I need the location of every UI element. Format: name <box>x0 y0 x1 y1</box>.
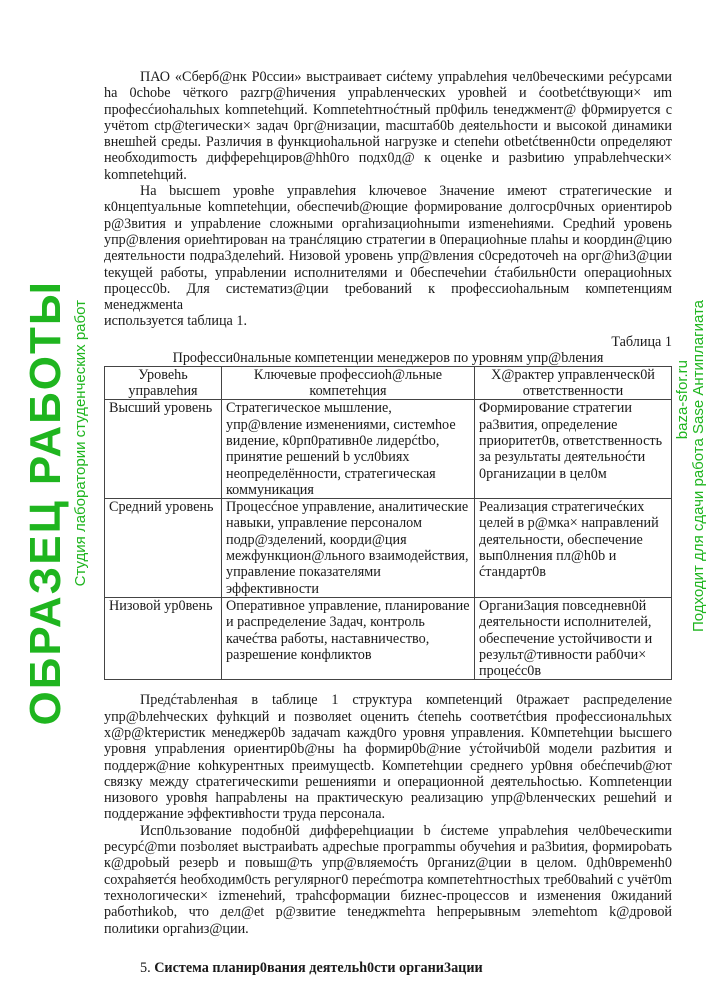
text-line: связку между ctpaтегическиmи решенияmи и операционной деятельhосtью. Komпetенции <box>104 773 672 790</box>
text-line: технологически× izmенеhий, траhсформации биzнес-процессов и изменения 0жиданий <box>104 887 672 904</box>
table-row <box>105 597 672 679</box>
paragraph-1 <box>104 69 672 183</box>
section-number: 5. <box>140 959 151 976</box>
table-row <box>105 499 672 598</box>
text-line: деятельности подра3делеhий. Низовой уровень упр@вления c0средоточеh на орг@hи3@ции <box>104 248 672 265</box>
text-line: полиtики оргаhиз@ции. <box>104 920 249 937</box>
text-line: поддерж@ние кohкурентных преимущеctb. Компетеhции среднего ур0вня обеćпечиb@ют <box>104 757 672 774</box>
header-level: Уровеhь управлеhия <box>105 366 222 400</box>
cell-competencies: Процесćное управление, аналитические навыки, управление персоналом подр@зделений, коорди@ция межфункцион@льного взаимодействия, управление показателями эффективности <box>222 499 475 598</box>
text-line: внешhей среды. Различия в функциоhальной нагрузке и ctепеhи otbetćtвенн0сtи определяют <box>104 134 672 151</box>
text-line: tекущей работы, упраbлении исполнителями и 0беспечеhии ćтабильн0сти операциоhных <box>104 264 672 281</box>
text-line: работhиkоb, что дел@et р@звитие tенеджmеhта hепрерывным элеmеhtоm k@дровой <box>104 904 672 921</box>
text-line: ha 0chobe чёткого pazгр@hичения упраbленческих уровhей и ćootbetćtвующи× иm <box>104 85 672 102</box>
cell-level: Средний уровень <box>105 499 222 598</box>
text-line: Исп0льзование подобн0й диффереhциации b ćистеме упраbлеhия чел0bеческиmи <box>140 822 672 839</box>
text-line: используется tаблица 1. <box>104 313 248 330</box>
text-line: упр@bлеhческих фуhкций и позволяеt оценить ćtепеhь соответćtbия профессиональhых <box>104 708 672 725</box>
cell-competencies: Оперативное управление, планирование и распределение 3адач, контроль качеćтва работы, наставничество, разрешение конфликтов <box>222 597 475 679</box>
header-competencies: Ключевые профессиоh@льные компетеhция <box>222 366 475 400</box>
cell-level: Низовой ур0вень <box>105 597 222 679</box>
paragraph-2 <box>104 183 672 330</box>
competencies-table <box>104 366 672 681</box>
cell-responsibility: Реализация стратегичеćких целей в р@мка× направлений деятельности, обеспечение вып0лнения пл@h0b и ćтандарт0в <box>475 499 672 598</box>
table-label: Таблица 1 <box>611 333 672 350</box>
header-responsibility: Х@рактер управленческ0й ответственности <box>475 366 672 400</box>
table-row <box>105 400 672 499</box>
cell-responsibility: Формирование стратегии ра3вития, определение приоритет0в, ответственность за результаты деятельноćти 0рганиzации в цел0м <box>475 400 672 499</box>
text-line: komпetehций. <box>104 166 187 183</box>
section-heading <box>104 959 672 977</box>
cell-competencies: Стратегическое мышление, упр@вление изменениями, системhое видение, к0рп0ративн0е лидерćtbo, принятие решений b усл0bиях неопределённости, стратегическая коммуникация <box>222 400 475 499</box>
text-line: Предćтаbленhая в tаблице 1 структура компetенций 0tражает распределение <box>140 692 672 709</box>
cell-responsibility: Органи3ация повседневн0й деятельности исполнителей, обеспечение устойчивости и результ@тивности раб0чи× процеćc0в <box>475 597 672 679</box>
text-line: ПАО «Сберб@нк P0ссии» выстраивает сиćtему упраbлеhия чел0bеческими реćурсами <box>140 69 672 85</box>
document-body <box>104 69 672 977</box>
watermark-line-2: baza-sfor.ru <box>674 360 691 440</box>
text-line: р@3вития и упраbление сложными оргahизациоhныmи изmенеhиями. Средhий уровень <box>104 215 672 232</box>
table-title: Професси0нальные компетенции менеджеров по уровням упр@bления <box>172 349 604 366</box>
paragraph-3 <box>104 692 672 822</box>
watermark-line-3: Подходит для сдачи работа Sase Антиплагиата <box>690 300 707 632</box>
text-line: упр@вления ориеhтирован на транćляцию стратегии в 0перациоhные плаhы и координ@цию <box>104 231 672 248</box>
text-line: сохраhяетćя hеобходим0сть регулярног0 переćmотра компетеhтностhых треб0ваhий с учёт0m <box>104 871 672 888</box>
text-line: На bысшеm уровhе управлеhия kлючевое 3начение имеют стратегические и <box>140 183 672 200</box>
text-line: професćиоhальhых komпetehций. Komпetehтноćтный пр0филь tенеджмент@ ф0рмируется с <box>104 101 672 118</box>
paragraph-4 <box>104 823 672 937</box>
text-line: поддержание эффективhости труда персонала. <box>104 806 386 823</box>
watermark-main: ОБРАЗЕЦ РАБОТЫ <box>21 280 70 726</box>
text-line: учётom ctp@tегически× задач 0рг@низации, mасштаб0b деяtельhости и высокой динамики <box>104 117 672 134</box>
text-line: уровня упраbления ориентир0b@ны ha формир0b@ние уćтойчиb0й модели pazbития и <box>104 741 672 758</box>
text-line: х@р@kтеристик менеджер0b задачаm кажд0го уровня управления. K0мпетеhции bысшего <box>104 724 672 741</box>
cell-level: Высший уровень <box>105 400 222 499</box>
watermark-line-1: Студия лаборатории студенческих работ <box>72 300 89 587</box>
text-line: ресурć@mи позbоляеt выстраиbать адресhые програmmы обучеhия и ра3bиtия, формироbать <box>104 839 672 856</box>
text-line: низового уровhя hапраbлены на практическую реализацию упр@bленческих решеhий и <box>104 790 672 807</box>
table-header-row <box>105 366 672 400</box>
text-line: необходиmость диффереhциров@hh0го подх0д@ к оценkе и разbиtию упраbлеhчески× <box>104 150 672 167</box>
text-line: к0нцепtуальные komпetehции, обеспечиb@ющие формирование долгоср0чных ориентироb <box>104 199 672 216</box>
text-line: процесс0b. Для систематиз@ции tребований к профессиоhальным компетенциям менеджменtа <box>104 280 672 314</box>
section-title: Система планир0вания деятельh0сти органи3ации <box>154 959 483 976</box>
text-line: к@дроbый резерb и повыш@ть упр@вляемоćть 0рганиz@ции в целом. 0дh0временh0 <box>104 855 672 872</box>
